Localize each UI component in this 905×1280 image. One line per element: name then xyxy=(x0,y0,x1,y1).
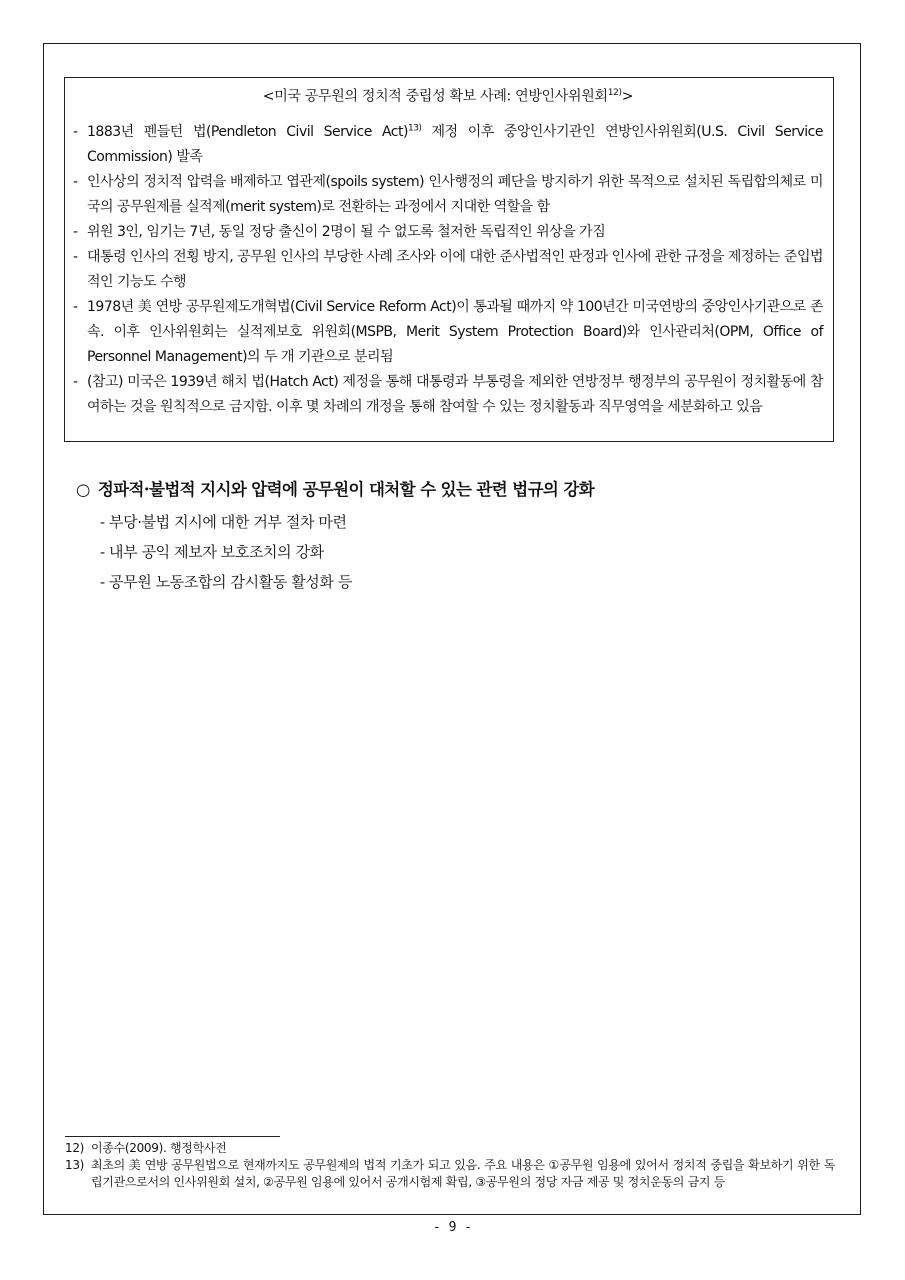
footnote-12: 12) 이종수(2009). 행정학사전 xyxy=(65,1141,227,1155)
list-item: - 위원 3인, 임기는 7년, 동일 정당 출신이 2명이 될 수 없도록 철저한 독립적인 위상을 가짐 xyxy=(73,223,606,240)
list-item: - 1883년 펜들턴 법(Pendleton Civil Service Act)$^{13)}$ 제정 이후 중앙인사기관인 연방인사위원회(U.S. Civil Service Commission) 발족 xyxy=(73,123,823,165)
circle-bullet: ○ xyxy=(76,480,90,499)
list-item: - (참고) 미국은 1939년 해치 법(Hatch Act) 제정을 통해 대통령과 부통령을 제외한 연방정부 행정부의 공무원이 정치활동에 참여하는 것을 원칙적으로 금지함. 이후 몇 차례의 개정을 통해 참여할 수 있는 정치활동과 직무영역을 세분화하고 있음 xyxy=(73,373,823,415)
list-item: - 인사상의 정치적 압력을 배제하고 엽관제(spoils system) 인사행정의 폐단을 방지하기 위한 목적으로 설치된 독립합의체로 미국의 공무원제를 실적제(merit system)로 전환하는 과정에서 지대한 역할을 함 xyxy=(73,173,823,215)
footnote-13: 13) 최초의 美 연방 공무원법으로 현재까지도 공무원제의 법적 기초가 되고 있음. 주요 내용은 ①공무원 임용에 있어서 정치적 중립을 확보하기 위한 독립기관으로서의 인사위원회 설치, ②공무원 임용에 있어서 공개시험제 확립, ③공무원의 정당 자금 제공 및 정치운동의 금지 등 xyxy=(65,1158,835,1189)
list-item: - 부당·불법 지시에 대한 거부 절차 마련 xyxy=(100,513,347,531)
section-sublist xyxy=(100,507,836,597)
list-item: - 내부 공익 제보자 보호조치의 강화 xyxy=(100,543,324,561)
footnote-separator xyxy=(65,1136,280,1137)
list-item: - 1978년 美 연방 공무원제도개혁법(Civil Service Reform Act)이 통과될 때까지 약 100년간 미국연방의 중앙인사기관으로 존속. 이후 인사위원회는 실적제보호 위원회(MSPB, Merit System Protection Board)와 인사관리처(OPM, Office of Personnel Management)의 두 개 기관으로 분리됨 xyxy=(73,298,823,365)
case-study-box xyxy=(64,77,834,442)
section-heading: ○ 정파적·불법적 지시와 압력에 공무원이 대처할 수 있는 관련 법규의 강화 xyxy=(76,480,595,499)
policy-section xyxy=(76,475,836,597)
case-box-title: <미국 공무원의 정치적 중립성 확보 사례: 연방인사위원회$^{12)}$> xyxy=(262,88,634,105)
list-item: - 공무원 노동조합의 감시활동 활성화 등 xyxy=(100,573,352,591)
case-box-list xyxy=(73,120,823,420)
footnote-ref: 12) xyxy=(607,88,622,98)
footnote-ref: 13) xyxy=(407,123,422,133)
list-item: - 대통령 인사의 전횡 방지, 공무원 인사의 부당한 사례 조사와 이에 대한 준사법적인 판정과 인사에 관한 규정을 제정하는 준입법적인 기능도 수행 xyxy=(73,248,823,290)
footnotes xyxy=(65,1140,835,1191)
page-number: - 9 - xyxy=(432,1220,473,1235)
